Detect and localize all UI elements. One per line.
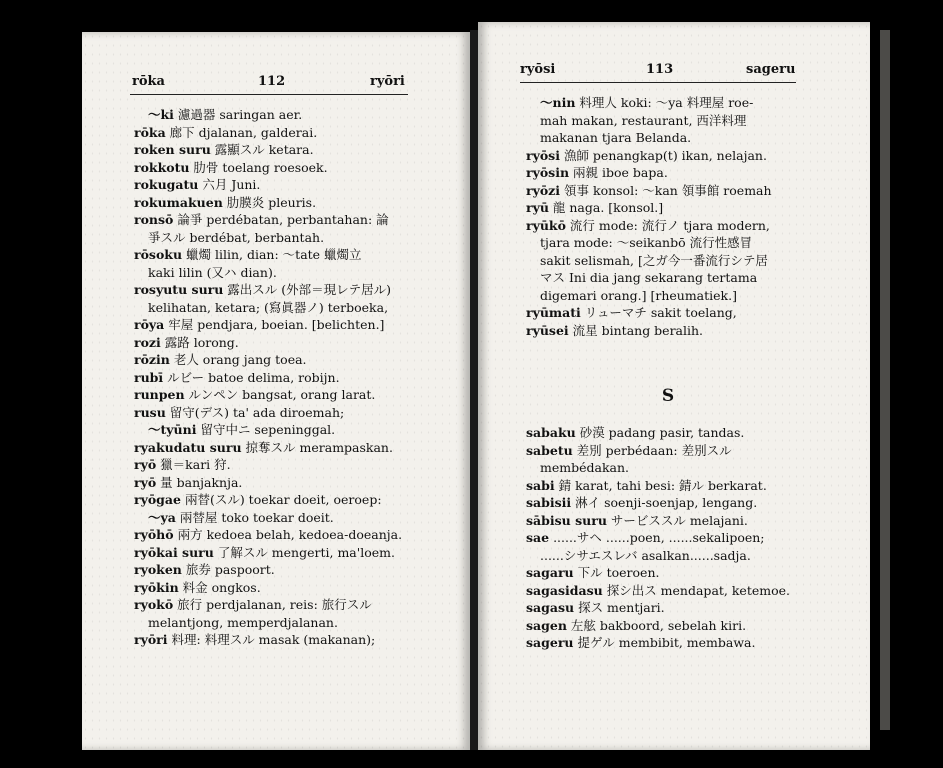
dictionary-entry-line: [526, 112, 772, 130]
dictionary-entry-line: [134, 211, 402, 229]
headword: ryōhō: [134, 527, 174, 542]
dictionary-entry-line: [134, 281, 402, 299]
definition-text: サービススル melajani.: [606, 512, 748, 528]
headword: rubī: [134, 369, 164, 385]
headword: ～nin: [540, 95, 576, 110]
headword: ronsō: [134, 212, 174, 227]
dictionary-entry-line: [134, 439, 402, 457]
left-page: [82, 32, 470, 750]
definition-text: makanan tjara Belanda.: [540, 130, 692, 145]
dictionary-entry-line: [134, 334, 402, 352]
headword: ryōsin: [526, 165, 570, 180]
definition-text: membédakan.: [540, 460, 630, 475]
headword: ryoken: [134, 562, 182, 577]
definition-text: 龍 naga. [konsol.]: [548, 200, 664, 215]
dictionary-entry-line: [134, 404, 402, 422]
definition-text: mah makan, restaurant, 西洋料理: [540, 112, 747, 128]
definition-text: 露顯スル ketara.: [210, 142, 314, 157]
dictionary-entry-line: [134, 456, 402, 474]
definition-text: 兩方 kedoea belah, kedoea-doeanja.: [173, 527, 403, 542]
dictionary-entry-line: [526, 164, 772, 182]
dictionary-entry-line: [134, 316, 402, 334]
dictionary-entry-line: [134, 369, 402, 387]
headword: rōya: [134, 317, 165, 332]
headword: ～tyūni: [148, 422, 197, 437]
dictionary-entry-line: [526, 304, 772, 322]
dictionary-entry-line: [526, 582, 790, 600]
dictionary-entry-line: [134, 141, 402, 159]
header-rule: [520, 82, 796, 83]
headword: sabisii: [526, 495, 572, 510]
definition-text: 掠奪スル merampaskan.: [241, 439, 393, 455]
book-edge-left: [0, 30, 95, 768]
headword: ～ki: [148, 107, 174, 122]
headword: rōsoku: [134, 247, 183, 262]
headword: rusu: [134, 404, 166, 420]
definition-text: 蠟燭 lilin, dian: ～tate 蠟燭立: [182, 247, 362, 262]
dictionary-entry-line: [526, 199, 772, 217]
guide-word-left: rōka: [132, 74, 165, 89]
definition-text: 廊下 djalanan, galderai.: [165, 124, 318, 140]
entry-list: [526, 94, 772, 339]
definition-text: 兩替屋 toko toekar doeit.: [175, 509, 334, 525]
dictionary-entry-line: [134, 631, 402, 649]
page-number: 113: [646, 62, 674, 77]
definition-text: 左舷 bakboord, sebelah kiri.: [566, 617, 747, 633]
entry-list: [134, 106, 402, 649]
definition-text: 旅行 perdjalanan, reis: 旅行スル: [173, 597, 372, 612]
headword: sagasu: [526, 600, 575, 615]
definition-text: 濾過器 saringan aer.: [173, 107, 303, 122]
dictionary-entry-line: [526, 147, 772, 165]
definition-text: 砂漠 padang pasir, tandas.: [575, 425, 745, 440]
dictionary-entry-line: [134, 544, 402, 562]
definition-text: 量 banjaknja.: [156, 474, 243, 490]
right-page: [478, 22, 870, 750]
definition-text: ......サヘ ......poen, ......sekalipoen;: [549, 530, 765, 545]
dictionary-entry-line: [526, 477, 790, 495]
header-rule: [130, 94, 408, 95]
dictionary-entry-line: [526, 547, 790, 565]
dictionary-entry-line: [134, 264, 402, 282]
definition-text: 留守(デス) ta' ada diroemah;: [165, 404, 345, 420]
definition-text: 淋イ soenji-soenjap, lengang.: [571, 495, 758, 510]
guide-word-left: ryōsi: [520, 62, 556, 77]
dictionary-entry-line: [134, 614, 402, 632]
dictionary-entry-line: [526, 494, 790, 512]
dictionary-entry-line: [134, 124, 402, 142]
definition-text: ルンペン bangsat, orang larat.: [184, 387, 376, 402]
definition-text: マス Ini dia jang sekarang tertama: [540, 270, 758, 285]
dictionary-entry-line: [134, 176, 402, 194]
definition-text: 料金 ongkos.: [178, 579, 261, 595]
dictionary-entry-line: [526, 269, 772, 287]
book-gutter: [470, 30, 478, 750]
definition-text: 漁師 penangkap(t) ikan, nelajan.: [559, 147, 767, 163]
headword: sabetu: [526, 442, 573, 458]
section-letter: S: [661, 386, 675, 406]
headword: sagasidasu: [526, 582, 603, 598]
dictionary-entry-line: [526, 182, 772, 200]
dictionary-entry-line: [526, 217, 772, 235]
dictionary-entry-line: [526, 252, 772, 270]
headword: ryūsei: [526, 322, 569, 338]
definition-text: 獵＝kari 狩.: [156, 457, 231, 472]
definition-text: 肋骨 toelang roesoek.: [189, 159, 328, 175]
definition-text: 牢屋 pendjara, boeian. [belichten.]: [164, 317, 385, 332]
dictionary-entry-line: [134, 106, 402, 124]
dictionary-entry-line: [134, 299, 402, 317]
dictionary-entry-line: [526, 529, 790, 547]
headword: rōka: [134, 124, 166, 140]
definition-text: 老人 orang jang toea.: [169, 352, 307, 367]
headword: sābisu suru: [526, 512, 607, 528]
headword: ryōgae: [134, 492, 181, 507]
definition-text: 料理: 料理スル masak (makanan);: [167, 632, 376, 647]
guide-word-right: ryōri: [370, 74, 405, 89]
dictionary-entry-line: [526, 617, 790, 635]
dictionary-entry-line: [526, 424, 790, 442]
headword: ryōzi: [526, 182, 561, 198]
definition-text: 流行 mode: 流行ノ tjara modern,: [565, 217, 770, 233]
dictionary-entry-line: [134, 526, 402, 544]
dictionary-entry-line: [526, 287, 772, 305]
dictionary-entry-line: [526, 442, 790, 460]
entry-list-s: [526, 424, 790, 652]
headword: ryūmati: [526, 305, 581, 320]
definition-text: 領事 konsol: ～kan 領事館 roemah: [560, 182, 772, 198]
headword: ryō: [134, 457, 157, 472]
headword: rokugatu: [134, 177, 199, 192]
headword: sagaru: [526, 565, 574, 580]
headword: ryō: [134, 474, 157, 490]
headword: ryōkai suru: [134, 544, 214, 560]
dictionary-entry-line: [134, 246, 402, 264]
definition-text: kaki lilin (又ハ dian).: [148, 264, 277, 280]
page-stack-edge: [880, 30, 890, 730]
dictionary-entry-line: [134, 421, 402, 439]
definition-text: 兩替(スル) toekar doeit, oeroep:: [180, 492, 382, 507]
headword: sabi: [526, 477, 555, 493]
headword: rosyutu suru: [134, 282, 224, 297]
headword: runpen: [134, 387, 185, 402]
dictionary-entry-line: [134, 491, 402, 509]
dictionary-entry-line: [526, 564, 790, 582]
headword: ～ya: [148, 509, 176, 525]
headword: sabaku: [526, 425, 576, 440]
definition-text: sakit selismah, [之ガ今一番流行シテ居: [540, 252, 768, 268]
dictionary-entry-line: [134, 579, 402, 597]
page-header: [82, 74, 470, 96]
definition-text: 留守中ニ sepeninggal.: [196, 422, 336, 437]
definition-text: 錆 karat, tahi besi: 錆ル berkarat.: [554, 477, 767, 493]
page-header: [478, 62, 870, 84]
dictionary-entry-line: [134, 561, 402, 579]
headword: ryakudatu suru: [134, 439, 242, 455]
headword: ryōsi: [526, 147, 560, 163]
dictionary-entry-line: [134, 194, 402, 212]
definition-text: melantjong, memperdjalanan.: [148, 614, 338, 630]
definition-text: 兩親 iboe bapa.: [569, 165, 668, 180]
page-number: 112: [258, 74, 286, 89]
dictionary-entry-line: [134, 474, 402, 492]
headword: sae: [526, 530, 550, 545]
definition-text: 探ス mentjari.: [574, 600, 665, 615]
definition-text: tjara mode: ～seikanbō 流行性感冒: [540, 235, 753, 250]
definition-text: digemari orang.] [rheumatiek.]: [540, 287, 737, 303]
headword: sagen: [526, 617, 567, 633]
definition-text: ......シサエスレバ asalkan......sadja.: [540, 547, 751, 563]
dictionary-entry-line: [526, 459, 790, 477]
headword: roken suru: [134, 142, 211, 157]
definition-text: 料理人 koki: ～ya 料理屋 roe-: [575, 95, 754, 110]
definition-text: 肋膜炎 pleuris.: [222, 194, 317, 210]
dictionary-entry-line: [134, 229, 402, 247]
headword: ryūkō: [526, 217, 566, 233]
dictionary-entry-line: [526, 512, 790, 530]
definition-text: 論爭 perdébatan, perbantahan: 論: [173, 212, 389, 227]
headword: ryōri: [134, 632, 168, 647]
dictionary-entry-line: [134, 386, 402, 404]
definition-text: 提ゲル membibit, membawa.: [573, 635, 756, 650]
dictionary-entry-line: [526, 129, 772, 147]
headword: ryōkin: [134, 579, 179, 595]
definition-text: 六月 Juni.: [198, 177, 261, 192]
headword: rokkotu: [134, 159, 190, 175]
guide-word-right: sageru: [746, 62, 796, 77]
definition-text: 探シ出ス mendapat, ketemoe.: [602, 582, 791, 598]
dictionary-entry-line: [526, 599, 790, 617]
definition-text: ルビー batoe delima, robijn.: [163, 369, 340, 385]
dictionary-entry-line: [134, 596, 402, 614]
definition-text: 了解スル mengerti, ma'loem.: [213, 544, 395, 560]
definition-text: 露路 lorong.: [160, 334, 239, 350]
dictionary-entry-line: [134, 509, 402, 527]
definition-text: 差別 perbédaan: 差別スル: [572, 442, 732, 458]
headword: sageru: [526, 635, 574, 650]
definition-text: 旅券 paspoort.: [181, 562, 275, 577]
definition-text: 下ル toeroen.: [573, 565, 660, 580]
definition-text: kelihatan, ketara; (寫眞器ノ) terboeka,: [148, 299, 389, 315]
dictionary-entry-line: [526, 94, 772, 112]
dictionary-entry-line: [134, 351, 402, 369]
dictionary-entry-line: [526, 234, 772, 252]
headword: rokumakuen: [134, 194, 223, 210]
headword: ryū: [526, 200, 549, 215]
headword: rōzin: [134, 352, 170, 367]
dictionary-entry-line: [526, 322, 772, 340]
dictionary-entry-line: [134, 159, 402, 177]
headword: rozi: [134, 334, 161, 350]
definition-text: リューマチ sakit toelang,: [580, 305, 737, 320]
definition-text: 爭スル berdébat, berbantah.: [148, 229, 325, 245]
definition-text: 流星 bintang beralih.: [568, 322, 704, 338]
dictionary-entry-line: [526, 634, 790, 652]
definition-text: 露出スル (外部＝現レテ居ル): [223, 282, 392, 297]
headword: ryokō: [134, 597, 174, 612]
